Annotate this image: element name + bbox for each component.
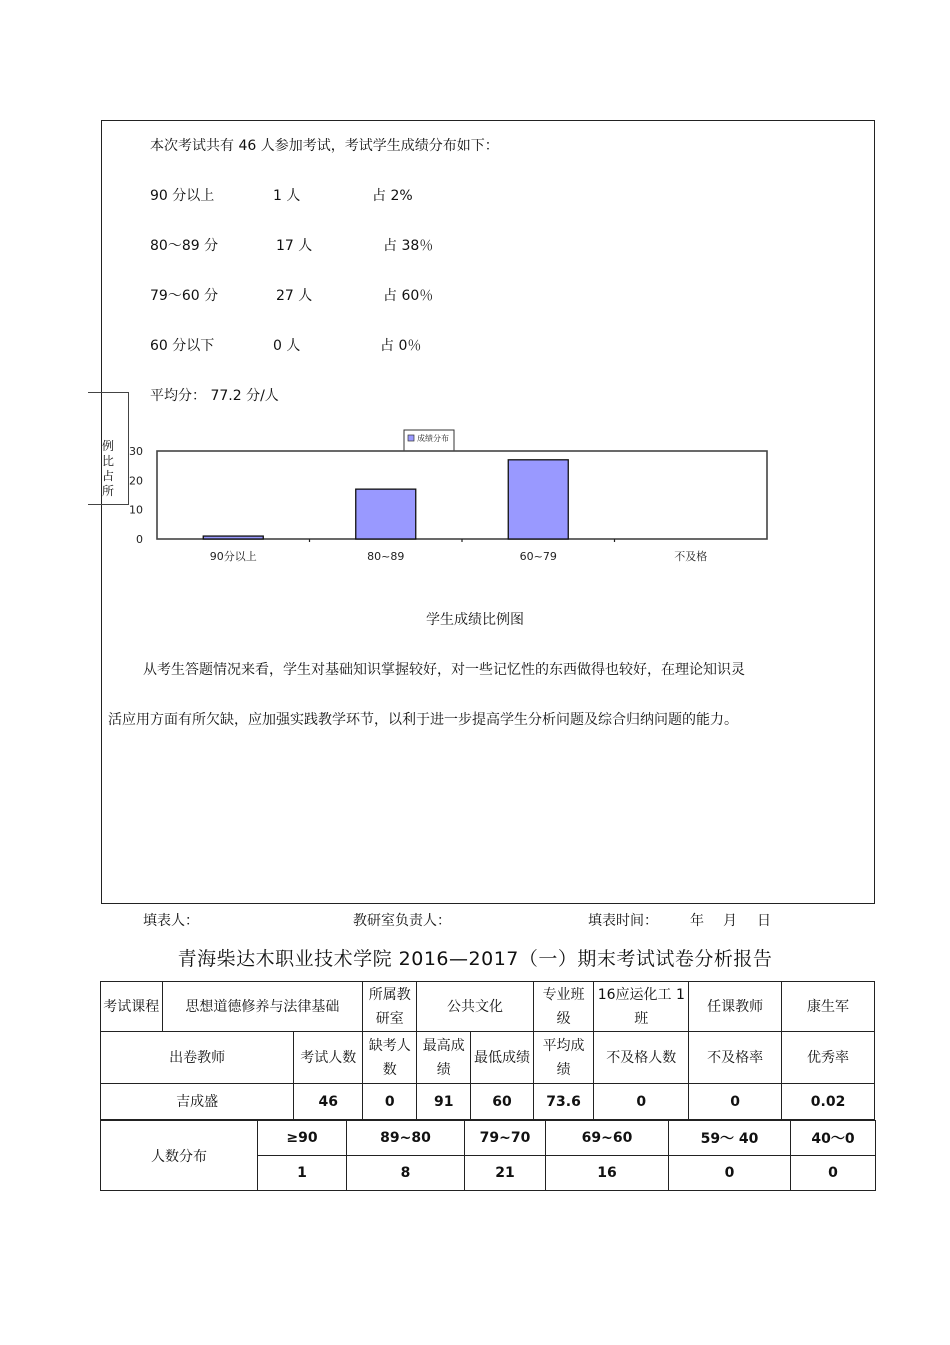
absent-value: 0 [363,1084,417,1120]
dist-range: 90 分以上 [150,188,215,204]
legend-swatch [408,435,414,441]
x-tick-label: 60~79 [519,550,557,563]
time-label: 填表时间： [588,913,658,929]
y-tick-label: 30 [129,445,143,458]
avg-value: 73.6 [533,1084,593,1120]
y-tick-label: 20 [129,474,143,488]
report-table [100,981,875,1120]
max-value: 91 [417,1084,471,1120]
dist-count: 0 人 [273,338,301,354]
legend-label: 成绩分布 [417,434,449,443]
dist-head: 59～ 40 [669,1121,791,1156]
dist-value: 8 [347,1156,465,1191]
day-label: 日 [757,913,771,929]
dist-pct: 占 2% [372,188,413,204]
x-tick-label: 80~89 [367,550,405,563]
chart-side-label: 例比占所 [102,439,115,498]
min-value: 60 [471,1084,534,1120]
dist-head-row [101,1121,876,1156]
examiner-header: 出卷教师 [101,1032,294,1084]
dist-range: 79～60 分 [150,288,219,304]
bar-chart [120,428,790,568]
failrate-value: 0 [689,1084,782,1120]
y-tick-label: 0 [136,533,143,546]
dept-name: 公共文化 [417,982,534,1032]
dist-head: ≥90 [258,1121,347,1156]
dist-head: 40～0 [791,1121,876,1156]
class-label: 专业班级 [533,982,593,1032]
avg-header: 平均成绩 [533,1032,593,1084]
dist-count: 1 人 [273,188,301,204]
course-label: 考试课程 [101,982,163,1032]
month-label: 月 [723,913,737,929]
dist-label: 人数分布 [101,1121,258,1191]
report-title: 青海柴达木职业技术学院 2016—2017（一）期末考试试卷分析报告 [177,948,773,970]
distribution-table [100,1120,876,1191]
table-row-values [101,1084,875,1120]
count-value: 46 [294,1084,363,1120]
dist-count: 17 人 [276,238,313,254]
dist-range: 80～89 分 [150,238,219,254]
fail-value: 0 [594,1084,689,1120]
analysis-line-2: 活应用方面有所欠缺，应加强实践教学环节，以利于进一步提高学生分析问题及综合归纳问题的能力。 [108,712,738,728]
dept-label: 所属教研室 [363,982,417,1032]
bar [508,460,568,539]
head-label: 教研室负责人： [353,913,451,929]
dist-head: 69~60 [546,1121,669,1156]
analysis-line-1: 从考生答题情况来看，学生对基础知识掌握较好，对一些记忆性的东西做得也较好，在理论知识灵 [143,662,745,678]
x-tick-label: 不及格 [674,550,708,563]
fail-header: 不及格人数 [594,1032,689,1084]
bar [203,536,263,539]
average-score: 平均分： 77.2 分/人 [150,388,279,404]
x-tick-label: 90分以上 [209,550,257,563]
dist-value: 1 [258,1156,347,1191]
failrate-header: 不及格率 [689,1032,782,1084]
examiner-value: 吉成盛 [101,1084,294,1120]
dist-head: 79~70 [465,1121,546,1156]
y-tick-label: 10 [129,503,143,517]
dist-value: 0 [669,1156,791,1191]
dist-pct: 占 0％ [380,338,422,354]
table-row-headers [101,1032,875,1084]
dist-value: 0 [791,1156,876,1191]
count-header: 考试人数 [294,1032,363,1084]
dist-value: 21 [465,1156,546,1191]
absent-header: 缺考人数 [363,1032,417,1084]
dist-pct: 占 38％ [383,238,434,254]
intro-text: 本次考试共有 46 人参加考试，考试学生成绩分布如下： [150,138,499,154]
teacher-label: 任课教师 [689,982,782,1032]
excellent-header: 优秀率 [782,1032,875,1084]
bar [356,489,416,539]
course-name: 思想道德修养与法律基础 [162,982,363,1032]
chart-title: 学生成绩比例图 [426,612,524,628]
table-row-course [101,982,875,1032]
class-name: 16应运化工 1 班 [594,982,689,1032]
filler-label: 填表人： [143,913,199,929]
dist-count: 27 人 [276,288,313,304]
chart-legend [404,430,454,451]
dist-range: 60 分以下 [150,338,215,354]
teacher-name: 康生军 [782,982,875,1032]
min-header: 最低成绩 [471,1032,534,1084]
year-label: 年 [690,913,704,929]
plot-frame [157,451,767,539]
dist-pct: 占 60％ [383,288,434,304]
excellent-value: 0.02 [782,1084,875,1120]
dist-value: 16 [546,1156,669,1191]
dist-head: 89~80 [347,1121,465,1156]
max-header: 最高成绩 [417,1032,471,1084]
